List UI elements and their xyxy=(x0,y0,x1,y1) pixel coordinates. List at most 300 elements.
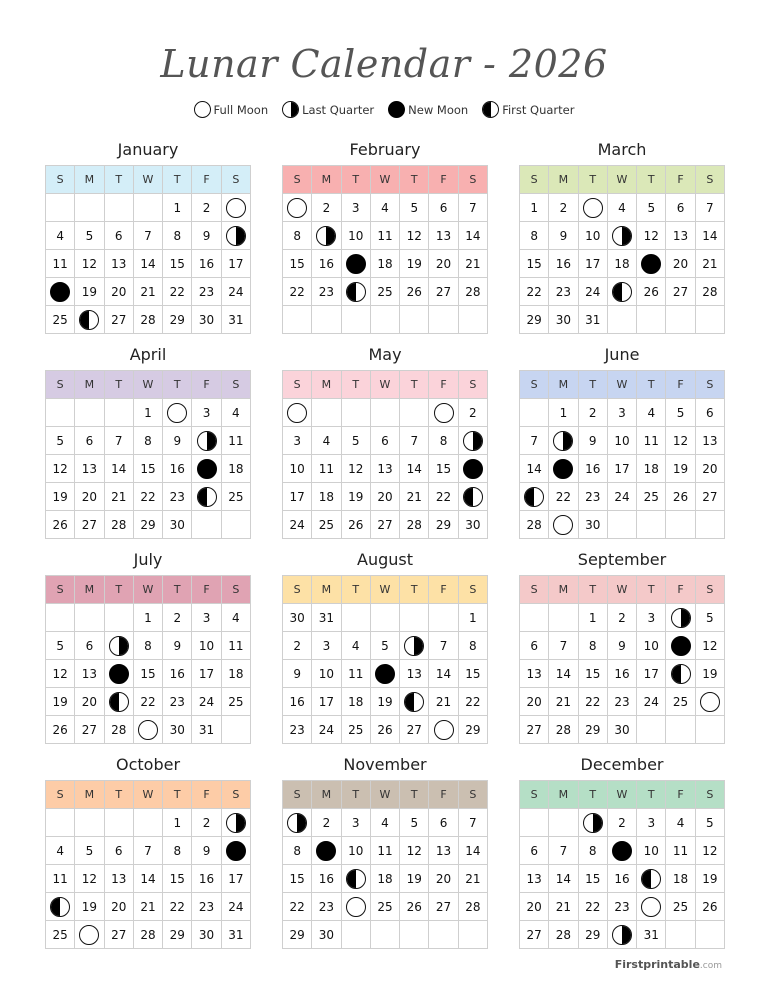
day-cell-new-moon xyxy=(666,632,695,660)
week-row xyxy=(46,511,251,539)
week-row xyxy=(520,511,725,539)
day-cell: 4 xyxy=(666,809,695,837)
legend-label: Full Moon xyxy=(213,102,269,117)
empty-cell xyxy=(192,511,221,539)
day-cell: 20 xyxy=(520,893,549,921)
empty-cell xyxy=(312,399,341,427)
full-moon-icon xyxy=(641,897,661,917)
weekday-header: S xyxy=(695,576,724,604)
weekday-header: F xyxy=(192,371,221,399)
new-moon-icon xyxy=(612,841,632,861)
day-cell-full-moon xyxy=(75,921,104,949)
empty-cell xyxy=(666,306,695,334)
day-cell: 16 xyxy=(607,865,636,893)
day-cell: 5 xyxy=(46,427,75,455)
day-cell: 22 xyxy=(283,278,312,306)
month-august xyxy=(282,550,488,744)
day-cell: 5 xyxy=(75,222,104,250)
day-cell: 16 xyxy=(312,865,341,893)
day-cell: 1 xyxy=(163,194,192,222)
week-row xyxy=(520,222,725,250)
month-january xyxy=(45,140,251,334)
week-row xyxy=(283,893,488,921)
day-cell: 15 xyxy=(429,455,458,483)
week-row xyxy=(520,455,725,483)
weekday-header: M xyxy=(549,166,578,194)
day-cell: 20 xyxy=(429,250,458,278)
day-cell: 28 xyxy=(458,893,487,921)
day-cell: 19 xyxy=(400,250,429,278)
legend-new-moon xyxy=(388,101,468,118)
day-cell: 16 xyxy=(578,455,607,483)
day-cell: 20 xyxy=(666,250,695,278)
day-cell: 22 xyxy=(133,483,162,511)
weekday-header: T xyxy=(163,166,192,194)
day-cell: 16 xyxy=(163,660,192,688)
weekday-header: S xyxy=(520,166,549,194)
day-cell: 13 xyxy=(104,250,133,278)
day-cell: 17 xyxy=(283,483,312,511)
weekday-header-row xyxy=(520,166,725,194)
weekday-header: S xyxy=(46,371,75,399)
day-cell: 18 xyxy=(370,250,399,278)
weekday-header: T xyxy=(341,166,370,194)
day-cell: 23 xyxy=(549,278,578,306)
day-cell: 18 xyxy=(221,455,250,483)
day-cell: 19 xyxy=(75,278,104,306)
weekday-header: T xyxy=(578,576,607,604)
day-cell: 1 xyxy=(133,604,162,632)
weekday-header: W xyxy=(370,166,399,194)
day-cell: 28 xyxy=(104,716,133,744)
day-cell: 20 xyxy=(695,455,724,483)
first-quarter-moon-icon xyxy=(482,101,499,118)
week-row xyxy=(283,688,488,716)
day-cell: 7 xyxy=(549,837,578,865)
day-cell: 3 xyxy=(607,399,636,427)
day-cell: 14 xyxy=(400,455,429,483)
weekday-header: T xyxy=(400,371,429,399)
day-cell-last-moon xyxy=(607,222,636,250)
empty-cell xyxy=(458,921,487,949)
day-cell: 14 xyxy=(458,222,487,250)
last-moon-icon xyxy=(583,813,603,833)
weekday-header: S xyxy=(221,166,250,194)
empty-cell xyxy=(75,194,104,222)
weekday-header: S xyxy=(458,166,487,194)
new-moon-icon xyxy=(109,664,129,684)
month-grid xyxy=(519,165,725,334)
day-cell: 5 xyxy=(46,632,75,660)
day-cell: 20 xyxy=(104,893,133,921)
month-name: June xyxy=(604,345,640,364)
weekday-header: F xyxy=(666,371,695,399)
day-cell: 3 xyxy=(312,632,341,660)
day-cell: 12 xyxy=(400,837,429,865)
day-cell: 31 xyxy=(637,921,666,949)
day-cell: 8 xyxy=(458,632,487,660)
day-cell: 6 xyxy=(75,632,104,660)
day-cell-new-moon xyxy=(46,278,75,306)
day-cell: 25 xyxy=(46,306,75,334)
day-cell: 29 xyxy=(458,716,487,744)
day-cell: 25 xyxy=(370,278,399,306)
empty-cell xyxy=(370,399,399,427)
day-cell-new-moon xyxy=(458,455,487,483)
weekday-header: F xyxy=(666,781,695,809)
week-row xyxy=(520,632,725,660)
day-cell: 2 xyxy=(163,604,192,632)
day-cell: 13 xyxy=(370,455,399,483)
legend-first-quarter xyxy=(482,101,574,118)
day-cell-new-moon xyxy=(549,455,578,483)
week-row xyxy=(46,483,251,511)
day-cell: 6 xyxy=(520,837,549,865)
day-cell: 9 xyxy=(283,660,312,688)
weekday-header: M xyxy=(75,166,104,194)
day-cell: 3 xyxy=(283,427,312,455)
day-cell: 19 xyxy=(370,688,399,716)
weekday-header: M xyxy=(312,576,341,604)
day-cell: 19 xyxy=(666,455,695,483)
day-cell: 15 xyxy=(133,455,162,483)
first-moon-icon xyxy=(524,487,544,507)
day-cell: 25 xyxy=(221,688,250,716)
day-cell: 30 xyxy=(192,306,221,334)
day-cell: 28 xyxy=(133,921,162,949)
weekday-header: F xyxy=(429,166,458,194)
month-name: February xyxy=(349,140,421,159)
day-cell: 11 xyxy=(370,222,399,250)
day-cell-first-moon xyxy=(341,278,370,306)
new-moon-icon xyxy=(375,664,395,684)
weekday-header: W xyxy=(133,576,162,604)
week-row xyxy=(283,809,488,837)
week-row xyxy=(46,604,251,632)
day-cell: 12 xyxy=(341,455,370,483)
day-cell: 28 xyxy=(549,921,578,949)
day-cell-new-moon xyxy=(607,837,636,865)
day-cell: 30 xyxy=(192,921,221,949)
day-cell: 2 xyxy=(607,809,636,837)
empty-cell xyxy=(429,604,458,632)
day-cell: 23 xyxy=(312,278,341,306)
day-cell: 7 xyxy=(458,809,487,837)
weekday-header: W xyxy=(370,781,399,809)
day-cell: 5 xyxy=(341,427,370,455)
day-cell-last-moon xyxy=(400,632,429,660)
empty-cell xyxy=(549,809,578,837)
week-row xyxy=(520,483,725,511)
day-cell-first-moon xyxy=(607,278,636,306)
week-row xyxy=(46,222,251,250)
day-cell: 27 xyxy=(520,921,549,949)
empty-cell xyxy=(370,306,399,334)
day-cell: 27 xyxy=(429,278,458,306)
day-cell: 29 xyxy=(578,921,607,949)
day-cell: 4 xyxy=(46,222,75,250)
day-cell: 20 xyxy=(370,483,399,511)
day-cell: 24 xyxy=(578,278,607,306)
day-cell: 28 xyxy=(133,306,162,334)
week-row xyxy=(283,837,488,865)
day-cell: 5 xyxy=(666,399,695,427)
day-cell: 18 xyxy=(312,483,341,511)
day-cell: 19 xyxy=(341,483,370,511)
week-row xyxy=(520,427,725,455)
day-cell: 30 xyxy=(283,604,312,632)
day-cell: 2 xyxy=(578,399,607,427)
day-cell: 20 xyxy=(520,688,549,716)
week-row xyxy=(283,250,488,278)
day-cell-full-moon xyxy=(283,194,312,222)
weekday-header: S xyxy=(283,371,312,399)
day-cell: 29 xyxy=(578,716,607,744)
day-cell: 18 xyxy=(341,688,370,716)
weekday-header: M xyxy=(312,781,341,809)
weekday-header: S xyxy=(283,576,312,604)
full-moon-icon xyxy=(138,720,158,740)
day-cell: 10 xyxy=(192,632,221,660)
new-moon-icon xyxy=(316,841,336,861)
day-cell-last-moon xyxy=(192,427,221,455)
day-cell: 28 xyxy=(520,511,549,539)
weekday-header: W xyxy=(607,166,636,194)
month-december xyxy=(519,755,725,949)
day-cell: 11 xyxy=(46,865,75,893)
weekday-header: T xyxy=(637,166,666,194)
weekday-header: F xyxy=(666,166,695,194)
weekday-header: S xyxy=(221,576,250,604)
week-row xyxy=(520,660,725,688)
day-cell: 9 xyxy=(192,837,221,865)
day-cell-full-moon xyxy=(549,511,578,539)
last-moon-icon xyxy=(612,925,632,945)
day-cell: 14 xyxy=(133,865,162,893)
day-cell: 20 xyxy=(104,278,133,306)
day-cell: 3 xyxy=(341,809,370,837)
day-cell: 6 xyxy=(520,632,549,660)
day-cell: 21 xyxy=(400,483,429,511)
day-cell: 8 xyxy=(578,837,607,865)
week-row xyxy=(520,250,725,278)
day-cell: 13 xyxy=(429,837,458,865)
empty-cell xyxy=(695,716,724,744)
weekday-header: M xyxy=(549,576,578,604)
day-cell: 15 xyxy=(133,660,162,688)
month-name: March xyxy=(597,140,647,159)
day-cell: 14 xyxy=(133,250,162,278)
day-cell: 4 xyxy=(312,427,341,455)
day-cell: 12 xyxy=(666,427,695,455)
week-row xyxy=(283,427,488,455)
day-cell-new-moon xyxy=(312,837,341,865)
day-cell: 30 xyxy=(458,511,487,539)
day-cell: 5 xyxy=(695,809,724,837)
day-cell: 18 xyxy=(370,865,399,893)
day-cell: 5 xyxy=(370,632,399,660)
day-cell: 26 xyxy=(400,278,429,306)
day-cell: 26 xyxy=(341,511,370,539)
day-cell: 27 xyxy=(104,306,133,334)
day-cell: 15 xyxy=(283,250,312,278)
day-cell: 20 xyxy=(429,865,458,893)
day-cell: 28 xyxy=(104,511,133,539)
day-cell: 19 xyxy=(695,865,724,893)
day-cell-full-moon xyxy=(578,194,607,222)
day-cell: 27 xyxy=(370,511,399,539)
new-moon-icon xyxy=(463,459,483,479)
weekday-header: T xyxy=(341,781,370,809)
week-row xyxy=(520,716,725,744)
day-cell: 13 xyxy=(75,660,104,688)
week-row xyxy=(283,278,488,306)
first-moon-icon xyxy=(612,282,632,302)
day-cell: 4 xyxy=(221,604,250,632)
day-cell: 4 xyxy=(637,399,666,427)
day-cell: 7 xyxy=(458,194,487,222)
weekday-header-row xyxy=(283,371,488,399)
last-moon-icon xyxy=(109,636,129,656)
day-cell: 26 xyxy=(370,716,399,744)
day-cell: 27 xyxy=(429,893,458,921)
day-cell: 23 xyxy=(163,483,192,511)
weekday-header: W xyxy=(607,781,636,809)
weekday-header: T xyxy=(637,576,666,604)
day-cell: 21 xyxy=(695,250,724,278)
day-cell: 22 xyxy=(520,278,549,306)
day-cell: 17 xyxy=(637,660,666,688)
day-cell: 1 xyxy=(520,194,549,222)
weekday-header: S xyxy=(520,371,549,399)
day-cell: 10 xyxy=(341,837,370,865)
new-moon-icon xyxy=(641,254,661,274)
day-cell: 15 xyxy=(163,250,192,278)
empty-cell xyxy=(695,511,724,539)
week-row xyxy=(46,306,251,334)
month-october xyxy=(45,755,251,949)
day-cell: 18 xyxy=(607,250,636,278)
empty-cell xyxy=(695,306,724,334)
day-cell: 27 xyxy=(104,921,133,949)
day-cell: 14 xyxy=(429,660,458,688)
month-grid xyxy=(519,370,725,539)
week-row xyxy=(283,716,488,744)
week-row xyxy=(46,660,251,688)
weekday-header-row xyxy=(46,371,251,399)
day-cell-first-moon xyxy=(341,865,370,893)
full-moon-icon xyxy=(287,198,307,218)
first-moon-icon xyxy=(404,692,424,712)
day-cell-full-moon xyxy=(221,194,250,222)
day-cell: 27 xyxy=(666,278,695,306)
day-cell: 24 xyxy=(221,278,250,306)
day-cell-new-moon xyxy=(341,250,370,278)
day-cell: 14 xyxy=(695,222,724,250)
day-cell: 30 xyxy=(163,511,192,539)
empty-cell xyxy=(607,306,636,334)
day-cell: 4 xyxy=(46,837,75,865)
week-row xyxy=(283,511,488,539)
day-cell: 6 xyxy=(104,837,133,865)
day-cell: 7 xyxy=(695,194,724,222)
day-cell: 26 xyxy=(637,278,666,306)
day-cell: 2 xyxy=(312,194,341,222)
week-row xyxy=(283,455,488,483)
weekday-header: T xyxy=(104,781,133,809)
empty-cell xyxy=(341,306,370,334)
day-cell-first-moon xyxy=(192,483,221,511)
day-cell: 7 xyxy=(133,222,162,250)
new-moon-icon xyxy=(388,101,405,118)
month-july xyxy=(45,550,251,744)
month-september xyxy=(519,550,725,744)
day-cell: 7 xyxy=(429,632,458,660)
legend-full-moon xyxy=(194,101,269,118)
day-cell: 16 xyxy=(192,865,221,893)
day-cell: 9 xyxy=(163,427,192,455)
day-cell-first-moon xyxy=(46,893,75,921)
day-cell-last-moon xyxy=(283,809,312,837)
weekday-header: W xyxy=(370,576,399,604)
weekday-header: F xyxy=(192,576,221,604)
day-cell: 25 xyxy=(666,688,695,716)
day-cell: 29 xyxy=(520,306,549,334)
day-cell-new-moon xyxy=(370,660,399,688)
day-cell: 18 xyxy=(637,455,666,483)
day-cell: 20 xyxy=(75,688,104,716)
day-cell: 16 xyxy=(192,250,221,278)
day-cell-last-moon xyxy=(607,921,636,949)
week-row xyxy=(283,632,488,660)
day-cell: 14 xyxy=(104,455,133,483)
week-row xyxy=(520,399,725,427)
empty-cell xyxy=(637,511,666,539)
weekday-header: M xyxy=(312,166,341,194)
week-row xyxy=(283,921,488,949)
weekday-header: S xyxy=(221,781,250,809)
day-cell: 13 xyxy=(695,427,724,455)
weekday-header-row xyxy=(520,576,725,604)
week-row xyxy=(520,194,725,222)
day-cell: 26 xyxy=(666,483,695,511)
day-cell: 23 xyxy=(283,716,312,744)
day-cell: 24 xyxy=(192,688,221,716)
day-cell: 21 xyxy=(458,865,487,893)
day-cell: 12 xyxy=(46,660,75,688)
weekday-header: S xyxy=(283,166,312,194)
week-row xyxy=(283,660,488,688)
weekday-header: T xyxy=(163,781,192,809)
day-cell: 25 xyxy=(637,483,666,511)
day-cell-new-moon xyxy=(637,250,666,278)
weekday-header: M xyxy=(549,781,578,809)
weekday-header: W xyxy=(133,166,162,194)
day-cell: 16 xyxy=(312,250,341,278)
day-cell-last-moon xyxy=(458,427,487,455)
weekday-header: S xyxy=(46,781,75,809)
day-cell: 15 xyxy=(578,865,607,893)
day-cell: 6 xyxy=(75,427,104,455)
empty-cell xyxy=(283,306,312,334)
weekday-header: S xyxy=(458,576,487,604)
day-cell: 22 xyxy=(578,893,607,921)
day-cell: 2 xyxy=(607,604,636,632)
day-cell: 15 xyxy=(458,660,487,688)
day-cell: 13 xyxy=(520,660,549,688)
day-cell: 21 xyxy=(429,688,458,716)
empty-cell xyxy=(370,921,399,949)
